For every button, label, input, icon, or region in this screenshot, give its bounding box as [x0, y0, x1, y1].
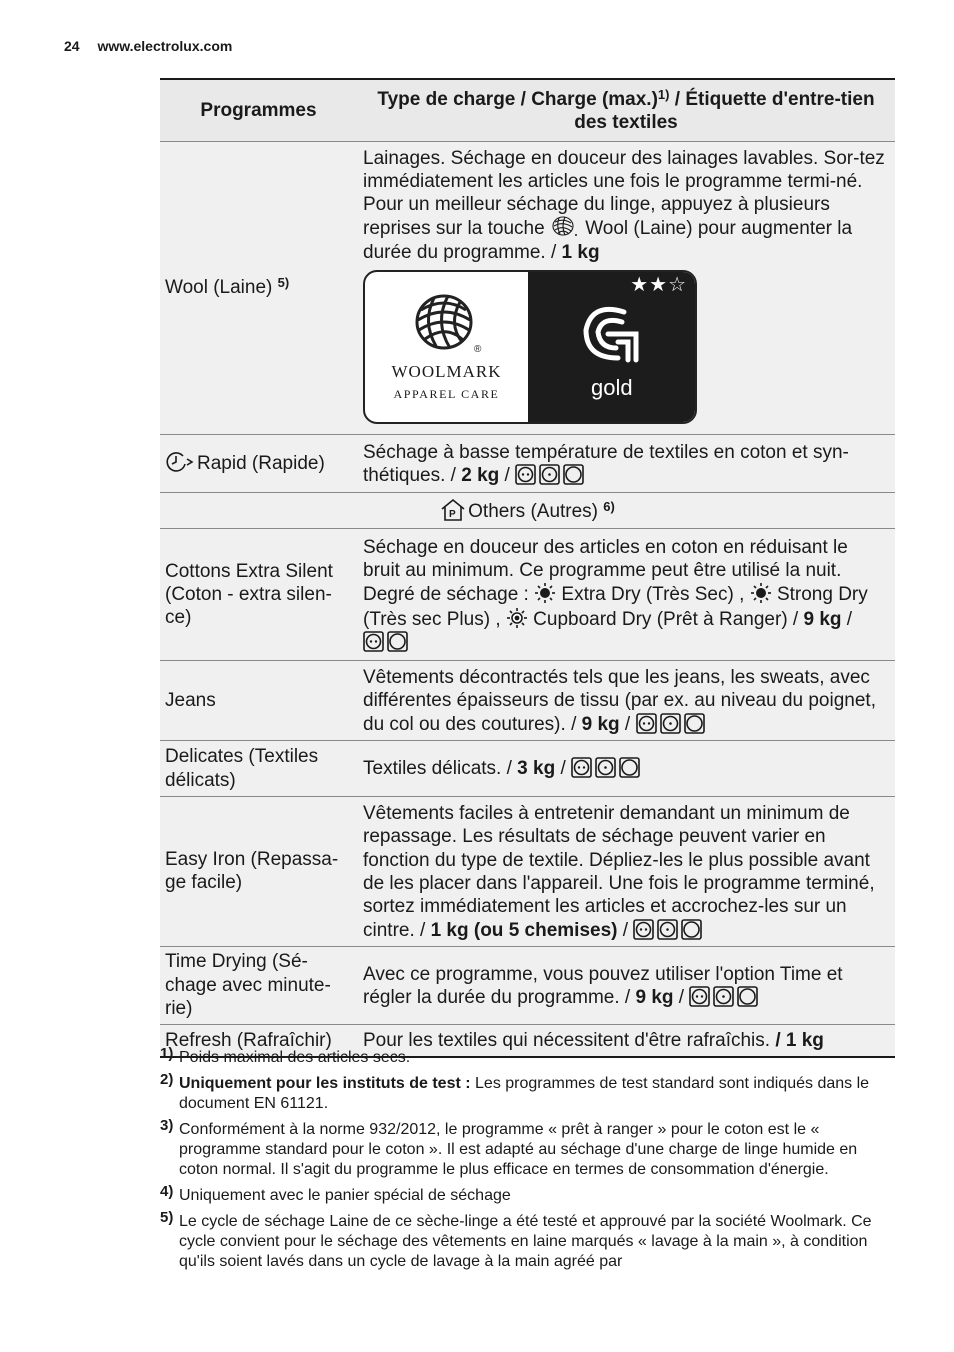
programme-description: Séchage en douceur des articles en coton en réduisant le bruit au minimum. Ce programme peut être utilisé la nuit. Degré de séchage : Extra Dry (Très Sec) , Strong Dry (Très sec Plus) , Cupboard Dry (Prêt à Ranger) / 9 kg / [357, 529, 895, 661]
wool-skein-icon [550, 216, 580, 238]
page-header [64, 38, 232, 54]
footnote-ref: 6) [603, 498, 615, 514]
programme-description: Avec ce programme, vous pouvez utiliser l'option Time et régler la durée du programme. / 9 kg / [357, 946, 895, 1024]
woolmark-subtitle: APPAREL CARE [393, 387, 500, 402]
sun-light-icon [506, 607, 528, 629]
section-row-others [160, 493, 895, 529]
table-row-easy-iron [160, 797, 895, 947]
programme-description: Pour les textiles qui nécessitent d'être rafraîchis. / 1 kg [357, 1024, 895, 1057]
table-row-wool [160, 141, 895, 434]
footnote: 3) Conformément à la norme 932/2012, le programme « prêt à ranger » pour le coton est le « programme standard pour le coton ». Il est adapté au séchage d'une charge de linge humide en coton normal. Il s'agit du programme le plus efficace en termes de consommation d'énergie. [160, 1117, 858, 1178]
programme-name: Refresh (Rafraîchir) [160, 1024, 357, 1057]
gold-g-icon [578, 302, 644, 364]
programme-name: Rapid (Rapide) [160, 435, 357, 493]
tumble-dry-low-icon [657, 919, 678, 940]
page-number: 24 [64, 38, 80, 54]
col-header-load-type: Type de charge / Charge (max.)$^{1)}$ / Étiquette d'entre-tien des textiles [357, 79, 895, 141]
tumble-dry-high-icon [515, 464, 536, 485]
svg-text:P: P [449, 508, 456, 520]
tumble-dry-low-icon [660, 713, 681, 734]
tumble-dry-any-icon [387, 631, 408, 652]
table-row-jeans [160, 661, 895, 741]
table-row-cottons [160, 529, 895, 661]
gold-label: gold [591, 375, 633, 401]
programmes-table [160, 78, 895, 1058]
footnote: 4) Uniquement avec le panier spécial de séchage [160, 1183, 511, 1204]
programme-description: Textiles délicats. / 3 kg / [357, 741, 895, 797]
programme-name: Easy Iron (Repassa-ge facile) [160, 797, 357, 947]
programme-description: Séchage à basse température de textiles en coton et syn-thétiques. / 2 kg / [357, 435, 895, 493]
programme-name: Time Drying (Sé-chage avec minute-rie) [160, 946, 357, 1024]
programme-name: Delicates (Textiles délicats) [160, 741, 357, 797]
table-row-time-drying [160, 946, 895, 1024]
section-label: P Others (Autres) $^{6)}$ [160, 493, 895, 529]
sun-icon [750, 582, 772, 604]
rating-stars: ★★☆ [630, 274, 687, 297]
footnote-ref: 1) [657, 87, 670, 102]
tumble-dry-high-icon [689, 986, 710, 1007]
sun-icon [534, 582, 556, 604]
tumble-dry-any-icon [684, 713, 705, 734]
footnotes [160, 1045, 895, 1278]
tumble-dry-any-icon [737, 986, 758, 1007]
tumble-dry-any-icon [563, 464, 584, 485]
programme-description: Vêtements faciles à entretenir demandant un minimum de repassage. Les résultats de séchage peuvent varier en fonction du type de textile. Dépliez-les le plus possible avant de les placer dans l'appareil. Une fois le programme terminé, sortez immédiatement les articles et accrochez-les sur un cintre. / 1 kg (ou 5 chemises) / [357, 797, 895, 947]
tumble-dry-low-icon [539, 464, 560, 485]
house-p-icon [440, 498, 466, 522]
programme-description: Lainages. Séchage en douceur des lainages lavables. Sor-tez immédiatement les articles une fois le programme termi-né. Pour un meilleur séchage du linge, appuyez à plusieurs reprises sur la touche Wool (Laine) pour augmenter la durée du programme. / 1 kg ® WOOLMARK APPAREL CARE ★★☆ gold [357, 141, 895, 434]
footnote-ref: 5) [277, 275, 290, 291]
programme-description: Vêtements décontractés tels que les jeans, les sweats, avec différentes épaisseurs de tissu (par ex. au niveau du poignet, du col ou des coutures). / 9 kg / [357, 661, 895, 741]
programme-name: Jeans [160, 661, 357, 741]
svg-text:®: ® [473, 343, 481, 355]
website-url[interactable]: www.electrolux.com [97, 38, 233, 54]
woolmark-logo [363, 270, 697, 424]
tumble-dry-high-icon [633, 919, 654, 940]
table-row-delicates [160, 741, 895, 797]
tumble-dry-high-icon [363, 631, 384, 652]
footnote: 5) Le cycle de séchage Laine de ce sèche-linge a été testé et approuvé par la société Woolmark. Ce cycle convient pour le séchage des vêtements en laine marqués « lavage à la main », à condition qu'ils soient lavés dans un cycle de lavage à la main agréé par [160, 1209, 872, 1270]
tumble-dry-any-icon [681, 919, 702, 940]
table-row-rapid [160, 435, 895, 493]
tumble-dry-high-icon [571, 757, 592, 778]
woolmark-brand: WOOLMARK [391, 361, 502, 381]
table-header-row [160, 79, 895, 141]
programme-name: Wool (Laine) $^{5)}$ [160, 141, 357, 434]
footnote: 1) Poids maximal des articles secs. [160, 1045, 411, 1066]
woolmark-ball-icon [408, 288, 486, 358]
tumble-dry-any-icon [619, 757, 640, 778]
tumble-dry-low-icon [713, 986, 734, 1007]
programme-name: Cottons Extra Silent (Coton - extra silen-ce) [160, 529, 357, 661]
tumble-dry-low-icon [595, 757, 616, 778]
footnote: 2) Uniquement pour les instituts de test : Les programmes de test standard sont indiqués dans le document EN 61121. [160, 1071, 870, 1112]
clock-arrow-icon [165, 451, 195, 473]
tumble-dry-high-icon [636, 713, 657, 734]
col-header-programmes: Programmes [160, 79, 357, 141]
